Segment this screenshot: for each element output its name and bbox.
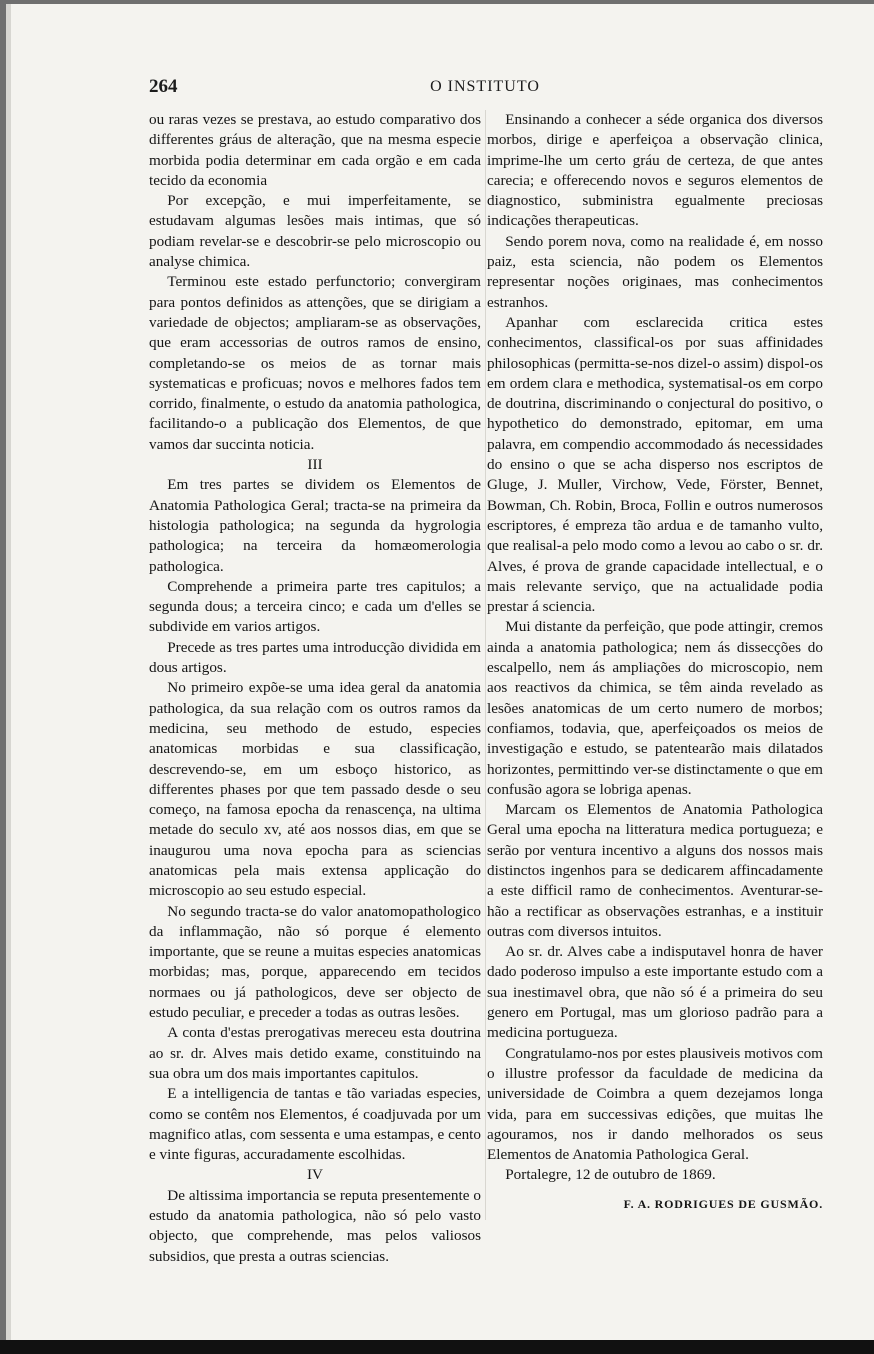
- paragraph: A conta d'estas prerogativas mereceu esta doutrina ao sr. dr. Alves mais detido exame, constituindo na sua obra um dos mais importantes capitulos.: [149, 1024, 481, 1082]
- paragraph: Ao sr. dr. Alves cabe a indisputavel honra de haver dado poderoso impulso a este importante estudo com a sua inestimavel obra, que não só é a primeira do seu genero em Portugal, mas um glorioso padrão para a medicina portugueza.: [487, 943, 823, 1042]
- running-title: O INSTITUTO: [430, 78, 540, 95]
- section-heading-IV: IV: [306, 1166, 324, 1184]
- paragraph: Marcam os Elementos de Anatomia Pathologica Geral uma epocha na litteratura medica portugueza; e serão por ventura incentivo a alguns dos nossos mais distinctos ingenhos para se dedicarem affincadamente a este difficil ramo de conhecimentos. Aventurar-se-hão a rectificar as observações estranhas, e a instituir outras com diversos intuitos.: [487, 801, 823, 940]
- author-signature: F. A. RODRIGUES DE GUSMÃO.: [623, 1196, 823, 1211]
- page-header: [149, 76, 821, 102]
- paragraph: Sendo porem nova, como na realidade é, em nosso paiz, esta sciencia, não podem os Elementos representar noções originaes, mas conhecimentos estranhos.: [487, 232, 823, 311]
- section-heading-III: III: [307, 456, 323, 474]
- paragraph: No primeiro expõe-se uma idea geral da anatomia pathologica, da sua relação com os outros ramos da medicina, seu methodo de estudo, especies anatomicas morbidas e sua classificação, descrevendo-se, em um esboço historico, as differentes phases por que tem passado desde o seu começo, na famosa epocha da renascença, na ultima metade do seculo xv, até aos nossos dias, em que se inaugurou uma nova epocha para as sciencias anatomicas pela mais extensa applicação do microscopio ao seu estudo especial.: [149, 679, 481, 900]
- date-line: Portalegre, 12 de outubro de 1869.: [505, 1166, 716, 1184]
- scan-bottom-edge: [0, 1340, 874, 1354]
- book-page: [6, 4, 874, 1340]
- page-number: 264: [149, 76, 178, 97]
- paragraph: Terminou este estado perfunctorio; convergiram para pontos definidos as attenções, que se dirigiam a variedade de objectos; ampliaram-se as observações, que eram accessorias de outros ramos de ensino, completando-se os meios de as tornar mais systematicas e proficuas; novos e melhores fados tem corrido, finalmente, o estudo da anatomia pathologica, facilitando-o a publicação dos Elementos, de que vamos dar succinta noticia.: [149, 273, 481, 453]
- paragraph: Em tres partes se dividem os Elementos de Anatomia Pathologica Geral; tracta-se na primeira da histologia pathologica; na segunda da hygrologia pathologica; na terceira da homæomerologia pathologica.: [149, 476, 481, 575]
- paragraph: Ensinando a conhecer a séde organica dos diversos morbos, dirige e aperfeiçoa a observação clinica, imprime-lhe um certo gráu de certeza, de que antes carecia; e offerecendo novos e seguros elementos de diagnostico, subministra egualmente preciosas indicações therapeuticas.: [487, 111, 823, 230]
- paragraph: No segundo tracta-se do valor anatomopathologico da inflammação, não só porque é elemento importante, que se reune a muitas especies anatomicas morbidas; mas, porque, apparecendo em tecidos normaes ou já pathologicos, deve ser objecto de estudo peculiar, e preceder a todas as outras lesões.: [149, 902, 481, 1022]
- paragraph: De altissima importancia se reputa presentemente o estudo da anatomia pathologica, não só pelo vasto objecto, que comprehende, mas pelos valiosos subsidios, que presta a outras sciencias.: [149, 1186, 481, 1265]
- column-divider: [485, 110, 486, 1220]
- paragraph: Comprehende a primeira parte tres capitulos; a segunda dous; a terceira cinco; e cada um d'elles se subdivide em varios artigos.: [149, 577, 481, 636]
- paragraph: Apanhar com esclarecida critica estes conhecimentos, classifical-os por suas affinidades philosophicas (permitta-se-nos dizel-o assim) dispol-os em ordem clara e methodica, systematisal-os em corpo de doutrina, discriminando o conjectural do positivo, o hypothetico do demonstrado, epitomar, em uma palavra, em compendio accommodado ás necessidades do ensino o que se acha disperso nos escriptos de Gluge, J. Muller, Virchow, Vede, Förster, Bennet, Bowman, Ch. Robin, Broca, Follin e outros numerosos escriptores, é empreza tão ardua e de tamanho vulto, que realisal-a pelo modo como a levou ao cabo o sr. dr. Alves, é prova de grande capacidade intellectual, e o mais relevante serviço, que na actualidade podia prestar á sciencia.: [487, 313, 823, 616]
- paragraph: Precede as tres partes uma introducção dividida em dous artigos.: [149, 638, 481, 677]
- paragraph: Por excepção, e mui imperfeitamente, se estudavam algumas lesões mais intimas, que só podiam revelar-se e descobrir-se pelo microscopio ou analyse chimica.: [149, 192, 481, 271]
- paragraph: Mui distante da perfeição, que pode attingir, cremos ainda a anatomia pathologica; nem ás dissecções do escalpello, nem ás ampliações do microscopio, nem aos reactivos da chimica, se têm ainda revelado as lesões anatomicas de um certo numero de morbos; confiamos, todavia, que, aperfeiçoados os meios de investigação e estudo, se patentearão mais dilatados horizontes, permittindo ver-se distinctamente o que em confusão agora se lobriga apenas.: [487, 618, 823, 798]
- paragraph: E a intelligencia de tantas e tão variadas especies, como se contêm nos Elementos, é coadjuvada por um magnifico atlas, com sessenta e uma estampas, e cento e vinte figuras, accuradamente escolhidas.: [149, 1085, 481, 1164]
- paragraph: Congratulamo-nos por estes plausiveis motivos com o illustre professor da faculdade de medicina da universidade de Coimbra a quem dezejamos longa vida, para em successivas edições, que muitas lhe agouramos, nos ir dando melhorados os seus Elementos de Anatomia Pathologica Geral.: [487, 1044, 823, 1164]
- left-column: [149, 110, 481, 1267]
- paragraph: ou raras vezes se prestava, ao estudo comparativo dos differentes gráus de alteração, que na mesma especie morbida podia determinar em cada orgão e em cada tecido da economia: [149, 111, 481, 189]
- right-column: [487, 110, 823, 1214]
